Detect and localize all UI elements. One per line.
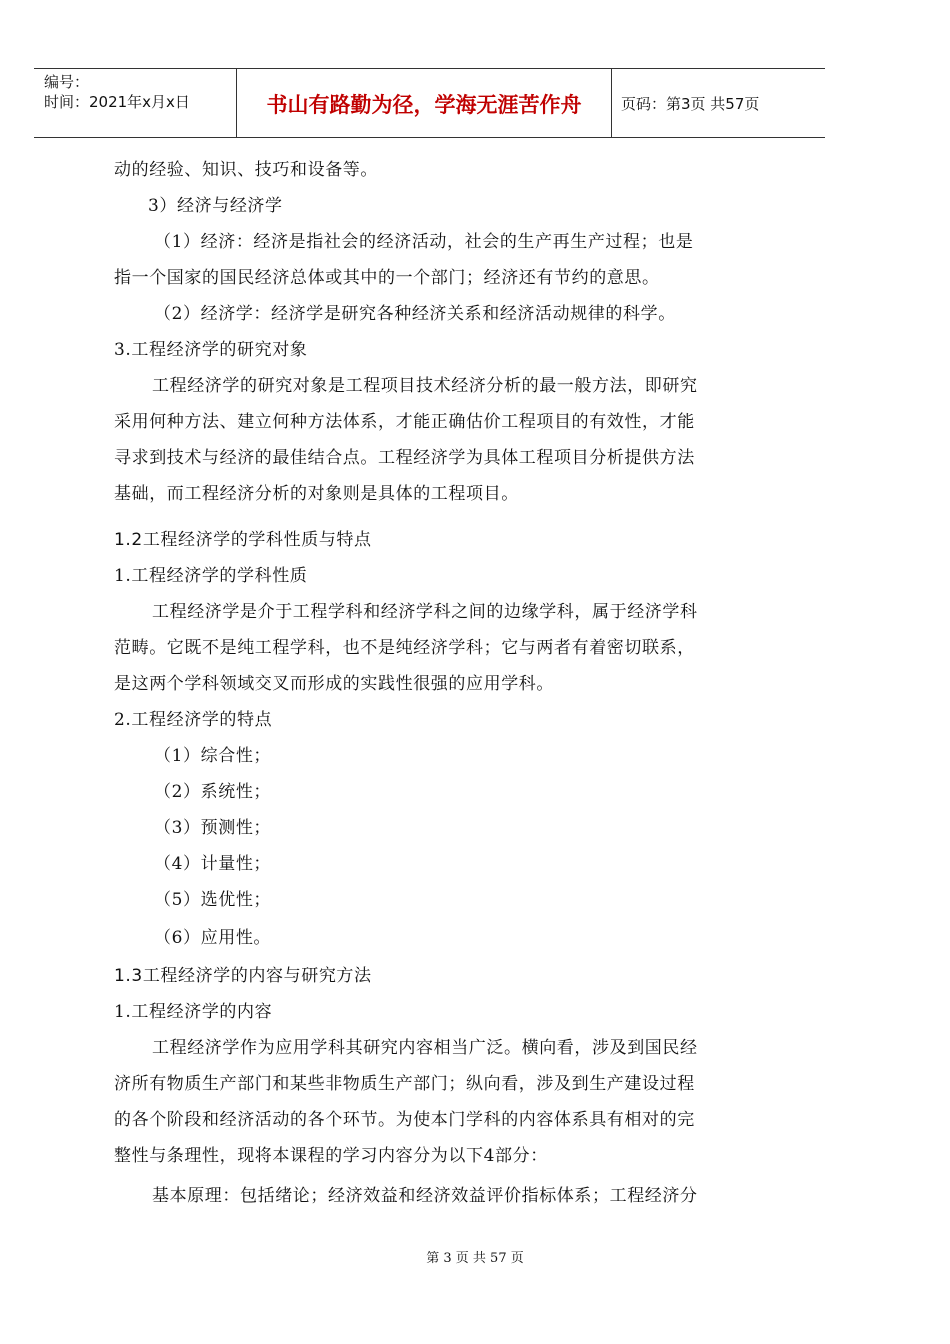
list-item: （1）综合性； bbox=[154, 746, 272, 766]
body-line: 基础，而工程经济分析的对象则是具体的工程项目。 bbox=[114, 484, 519, 504]
section-heading: 2.工程经济学的特点 bbox=[114, 710, 273, 730]
document-header bbox=[34, 68, 825, 138]
section-heading: 1.工程经济学的学科性质 bbox=[114, 566, 308, 586]
body-line: 指一个国家的国民经济总体或其中的一个部门；经济还有节约的意思。 bbox=[114, 268, 660, 288]
chapter-heading: 1.2工程经济学的学科性质与特点 bbox=[114, 530, 372, 550]
list-item: （4）计量性； bbox=[154, 854, 272, 874]
list-item: （6）应用性。 bbox=[154, 928, 272, 948]
body-line: 是这两个学科领域交叉而形成的实践性很强的应用学科。 bbox=[114, 674, 554, 694]
time-label: 时间：2021年x月x日 bbox=[44, 93, 190, 111]
body-line: 工程经济学作为应用学科其研究内容相当广泛。横向看，涉及到国民经 bbox=[152, 1038, 698, 1058]
list-item: （5）选优性； bbox=[154, 890, 272, 910]
body-line: （1）经济：经济是指社会的经济活动，社会的生产再生产过程；也是 bbox=[154, 232, 694, 252]
list-item: （2）系统性； bbox=[154, 782, 272, 802]
header-page-cell bbox=[611, 69, 825, 137]
page-footer: 第 3 页 共 57 页 bbox=[426, 1251, 524, 1266]
motto: 书山有路勤为径，学海无涯苦作舟 bbox=[266, 93, 582, 117]
header-motto-cell bbox=[236, 69, 612, 137]
body-line: 工程经济学是介于工程学科和经济学科之间的边缘学科，属于经济学科 bbox=[152, 602, 698, 622]
section-heading: 1.工程经济学的内容 bbox=[114, 1002, 273, 1022]
body-line: 的各个阶段和经济活动的各个环节。为使本门学科的内容体系具有相对的完 bbox=[114, 1110, 695, 1130]
list-item: （3）预测性； bbox=[154, 818, 272, 838]
body-line: （2）经济学：经济学是研究各种经济关系和经济活动规律的科学。 bbox=[154, 304, 676, 324]
body-line: 基本原理：包括绪论；经济效益和经济效益评价指标体系；工程经济分 bbox=[152, 1186, 698, 1206]
page-info: 页码：第3页 共57页 bbox=[621, 95, 760, 113]
number-label: 编号： bbox=[44, 73, 90, 91]
body-line: 动的经验、知识、技巧和设备等。 bbox=[114, 160, 378, 180]
body-line: 工程经济学的研究对象是工程项目技术经济分析的最一般方法，即研究 bbox=[152, 376, 698, 396]
body-line: 采用何种方法、建立何种方法体系，才能正确估价工程项目的有效性，才能 bbox=[114, 412, 695, 432]
body-line: 范畴。它既不是纯工程学科，也不是纯经济学科；它与两者有着密切联系， bbox=[114, 638, 695, 658]
body-line: 3）经济与经济学 bbox=[148, 196, 283, 216]
header-left-cell bbox=[34, 69, 236, 137]
body-line: 整性与条理性，现将本课程的学习内容分为以下4部分： bbox=[114, 1146, 548, 1166]
body-line: 济所有物质生产部门和某些非物质生产部门；纵向看，涉及到生产建设过程 bbox=[114, 1074, 695, 1094]
body-line: 寻求到技术与经济的最佳结合点。工程经济学为具体工程项目分析提供方法 bbox=[114, 448, 695, 468]
section-heading: 3.工程经济学的研究对象 bbox=[114, 340, 308, 360]
chapter-heading: 1.3工程经济学的内容与研究方法 bbox=[114, 966, 372, 986]
